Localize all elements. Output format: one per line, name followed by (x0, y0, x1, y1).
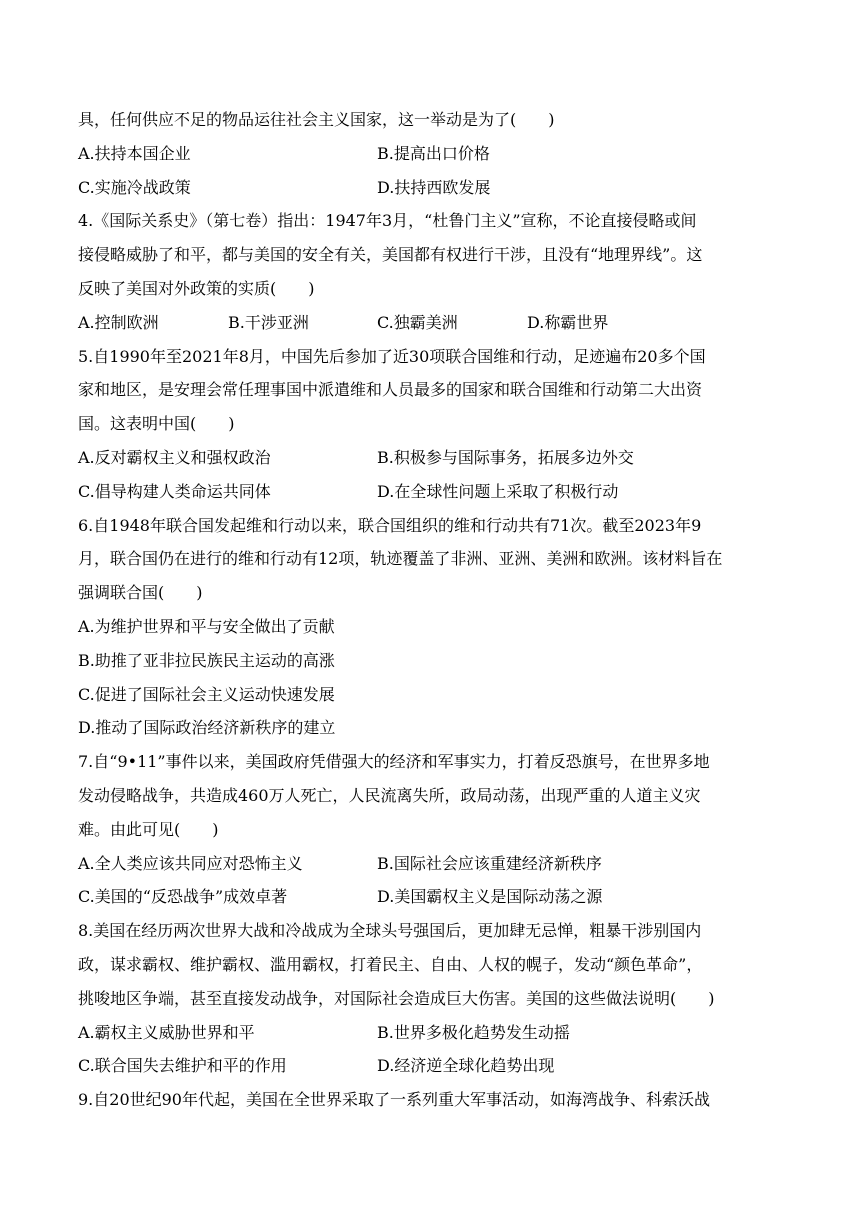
q3-option-c[interactable]: C.实施冷战政策 (78, 177, 191, 197)
q5-stem-line-1: 5.自1990年至2021年8月，中国先后参加了近30项联合国维和行动，足迹遍布20多个国 (78, 346, 706, 366)
q3-option-b[interactable]: B.提高出口价格 (377, 143, 490, 163)
q8-stem-line-3: 挑唆地区争端，甚至直接发动战争，对国际社会造成巨大伤害。美国的这些做法说明( ) (78, 988, 715, 1008)
q5-stem-line-2: 家和地区，是安理会常任理事国中派遣维和人员最多的国家和联合国维和行动第二大出资 (78, 380, 703, 400)
q8-options-row-1 (78, 1016, 788, 1050)
q5-option-b[interactable]: B.积极参与国际事务，拓展多边外交 (377, 447, 634, 467)
q3-option-d[interactable]: D.扶持西欧发展 (377, 177, 491, 197)
q3-options-row-1 (78, 137, 788, 171)
q5-option-c[interactable]: C.倡导构建人类命运共同体 (78, 481, 271, 501)
q4-options-row (78, 306, 788, 340)
q3-stem-continuation: 具，任何供应不足的物品运往社会主义国家，这一举动是为了( ) (78, 110, 555, 129)
q7-options-row-1 (78, 847, 788, 881)
q9-stem-line-1: 9.自20世纪90年代起，美国在全世界采取了一系列重大军事活动，如海湾战争、科索沃战 (78, 1090, 710, 1110)
q6-option-a[interactable]: A.为维护世界和平与安全做出了贡献 (78, 616, 335, 636)
q4-option-d[interactable]: D.称霸世界 (527, 312, 609, 332)
q8-stem-line-2: 政，谋求霸权、维护霸权、滥用霸权，打着民主、自由、人权的幌子，发动“颜色革命”， (78, 954, 703, 974)
q3-option-a[interactable]: A.扶持本国企业 (78, 143, 191, 163)
q4-stem-line-2: 接侵略威胁了和平，都与美国的安全有关，美国都有权进行干涉，且没有“地理界线”。这 (78, 245, 703, 265)
q4-option-c[interactable]: C.独霸美洲 (377, 312, 458, 332)
q8-option-b[interactable]: B.世界多极化趋势发生动摇 (377, 1022, 570, 1042)
q6-stem-line-2: 月，联合国仍在进行的维和行动有12项，轨迹覆盖了非洲、亚洲、美洲和欧洲。该材料旨在 (78, 549, 723, 569)
q8-options-row-2 (78, 1049, 788, 1083)
q7-option-a[interactable]: A.全人类应该共同应对恐怖主义 (78, 853, 303, 873)
q7-stem-line-3: 难。由此可见( ) (78, 819, 219, 839)
q7-options-row-2 (78, 880, 788, 914)
q3-options-row-2 (78, 171, 788, 205)
q8-stem-line-1: 8.美国在经历两次世界大战和冷战成为全球头号强国后，更加肆无忌惮，粗暴干涉别国内 (78, 921, 702, 941)
q4-stem-line-3: 反映了美国对外政策的实质( ) (78, 278, 315, 298)
q4-option-b[interactable]: B.干涉亚洲 (228, 312, 309, 332)
q5-option-d[interactable]: D.在全球性问题上采取了积极行动 (377, 481, 619, 501)
q5-option-a[interactable]: A.反对霸权主义和强权政治 (78, 447, 271, 467)
q6-stem-line-1: 6.自1948年联合国发起维和行动以来，联合国组织的维和行动共有71次。截至2023年9 (78, 515, 702, 535)
q6-option-b[interactable]: B.助推了亚非拉民族民主运动的高涨 (78, 650, 335, 670)
q7-option-b[interactable]: B.国际社会应该重建经济新秩序 (377, 853, 602, 873)
q6-option-d[interactable]: D.推动了国际政治经济新秩序的建立 (78, 718, 336, 738)
q4-option-a[interactable]: A.控制欧洲 (78, 312, 159, 332)
q8-option-a[interactable]: A.霸权主义威胁世界和平 (78, 1022, 255, 1042)
q7-stem-line-2: 发动侵略战争，共造成460万人死亡，人民流离失所，政局动荡，出现严重的人道主义灾 (78, 785, 701, 805)
q4-stem-line-1: 4.《国际关系史》（第七卷）指出：1947年3月，“杜鲁门主义”宣称，不论直接侵略或间 (78, 211, 697, 231)
q8-option-c[interactable]: C.联合国失去维护和平的作用 (78, 1056, 287, 1076)
q5-options-row-2 (78, 475, 788, 509)
q7-option-c[interactable]: C.美国的“反恐战争”成效卓著 (78, 887, 288, 907)
q6-stem-line-3: 强调联合国( ) (78, 583, 203, 603)
q6-option-c[interactable]: C.促进了国际社会主义运动快速发展 (78, 684, 335, 704)
q8-option-d[interactable]: D.经济逆全球化趋势出现 (377, 1056, 555, 1076)
question-list (78, 103, 788, 1117)
q5-stem-line-3: 国。这表明中国( ) (78, 414, 235, 434)
q7-option-d[interactable]: D.美国霸权主义是国际动荡之源 (377, 887, 603, 907)
q5-options-row-1 (78, 441, 788, 475)
q7-stem-line-1: 7.自“9•11”事件以来，美国政府凭借强大的经济和军事实力，打着反恐旗号，在世界多地 (78, 752, 710, 772)
